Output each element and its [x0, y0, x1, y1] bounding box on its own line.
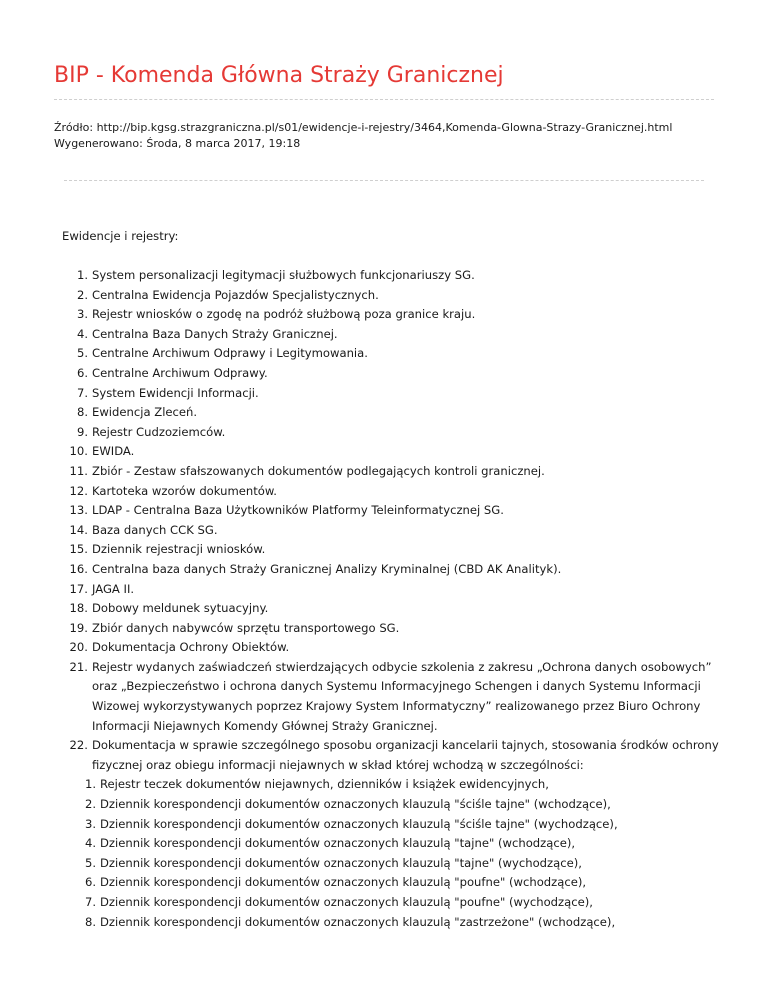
- source-line: Źródło: http://bip.kgsg.strazgraniczna.pl/s01/ewidencje-i-rejestry/3464,Komenda-Glowna-Strazy-Granicznej.html: [54, 121, 673, 134]
- list-item: [62, 658, 722, 736]
- list-item: [62, 442, 722, 462]
- list-item-number: 22.: [69, 738, 88, 753]
- sub-list-item-number: 6.: [84, 875, 96, 890]
- list-item: [62, 305, 722, 325]
- list-item: [62, 580, 722, 600]
- sub-list-item-number: 1.: [84, 777, 96, 792]
- list-item-text: Rejestr Cudzoziemców.: [92, 424, 226, 439]
- list-item-text: Dokumentacja Ochrony Obiektów.: [92, 640, 290, 655]
- sub-list-item: [82, 893, 722, 913]
- sub-list-item-number: 3.: [84, 816, 96, 831]
- list-item-number: 8.: [76, 405, 88, 420]
- main-content: [62, 226, 722, 932]
- registry-list: [62, 266, 722, 932]
- sub-list-item-text: Rejestr teczek dokumentów niejawnych, dzienników i książek ewidencyjnych,: [100, 777, 549, 792]
- list-item-text: Baza danych CCK SG.: [92, 522, 218, 537]
- list-item-number: 16.: [69, 561, 88, 576]
- sub-list-item-text: Dziennik korespondencji dokumentów oznaczonych klauzulą "tajne" (wychodzące),: [100, 855, 582, 870]
- sub-list-item-text: Dziennik korespondencji dokumentów oznaczonych klauzulą "poufne" (wchodzące),: [100, 875, 587, 890]
- list-item-text: Centralne Archiwum Odprawy.: [92, 365, 268, 380]
- generated-line: Wygenerowano: Środa, 8 marca 2017, 19:18: [54, 137, 301, 150]
- sub-list-item: [82, 873, 722, 893]
- list-item-text: Centralna baza danych Straży Granicznej Analizy Kryminalnej (CBD AK Analityk).: [92, 561, 562, 576]
- list-item: [62, 540, 722, 560]
- list-item-number: 6.: [76, 365, 88, 380]
- sub-list-item-number: 7.: [84, 895, 96, 909]
- list-item-number: 13.: [69, 503, 88, 518]
- list-item-text: Zbiór danych nabywców sprzętu transportowego SG.: [92, 620, 400, 635]
- list-item-number: 14.: [69, 522, 88, 537]
- list-item: [62, 423, 722, 443]
- sub-list-item: [82, 815, 722, 835]
- list-item-number: 4.: [76, 326, 88, 341]
- sub-list-item-text: Dziennik korespondencji dokumentów oznaczonych klauzulą "poufne" (wychodzące),: [100, 895, 593, 909]
- list-item-text: Kartoteka wzorów dokumentów.: [92, 483, 277, 498]
- list-item: [62, 736, 722, 932]
- list-item-text: JAGA II.: [92, 581, 135, 596]
- list-item: [62, 266, 722, 286]
- list-item-text: Zbiór - Zestaw sfałszowanych dokumentów podlegających kontroli granicznej.: [92, 463, 545, 478]
- list-item-text: Rejestr wniosków o zgodę na podróż służbową poza granice kraju.: [92, 307, 476, 322]
- list-item: [62, 501, 722, 521]
- list-item-number: 11.: [69, 463, 88, 478]
- sub-list-item: [82, 775, 722, 795]
- list-item: [62, 599, 722, 619]
- list-item-text: Rejestr wydanych zaświadczeń stwierdzających odbycie szkolenia z zakresu „Ochrona danych osobowych” oraz „Bezpieczeństwo i ochrona danych Systemu Informacyjnego Schengen i danych Systemu Informacji Wizowej wykorzystywanych poprzez Krajowy System Informatyczny” realizowanego przez Biuro Ochrony Informacji Niejawnych Komendy Głównej Straży Granicznej.: [92, 659, 712, 733]
- list-item: [62, 403, 722, 423]
- list-item-text: LDAP - Centralna Baza Użytkowników Platformy Teleinformatycznej SG.: [92, 503, 504, 518]
- sub-list-item-text: Dziennik korespondencji dokumentów oznaczonych klauzulą "ściśle tajne" (wchodzące),: [100, 797, 611, 812]
- list-item-number: 7.: [76, 385, 88, 400]
- list-item-number: 21.: [69, 659, 88, 674]
- list-item-number: 9.: [76, 424, 88, 439]
- list-item: [62, 521, 722, 541]
- list-item-text: Centralne Archiwum Odprawy i Legitymowania.: [92, 346, 368, 361]
- sub-list-item: [82, 913, 722, 933]
- list-item: [62, 364, 722, 384]
- list-item-number: 19.: [69, 620, 88, 635]
- list-item-text: Dziennik rejestracji wniosków.: [92, 542, 266, 557]
- sub-list-item: [82, 854, 722, 874]
- list-item: [62, 344, 722, 364]
- list-item-number: 2.: [76, 287, 88, 302]
- list-item-number: 5.: [76, 346, 88, 361]
- list-item-text: Dokumentacja w sprawie szczególnego sposobu organizacji kancelarii tajnych, stosowania środków ochrony fizycznej oraz obiegu informacji niejawnych w skład której wchodzą w szczególności:: [92, 738, 719, 772]
- section-intro: Ewidencje i rejestry:: [62, 229, 179, 243]
- list-item-text: Centralna Baza Danych Straży Granicznej.: [92, 326, 338, 341]
- sub-list-item: [82, 834, 722, 854]
- list-item-number: 12.: [69, 483, 88, 498]
- list-item: [62, 638, 722, 658]
- list-item-number: 10.: [69, 444, 88, 459]
- title-divider: [54, 99, 714, 100]
- list-item-text: System personalizacji legitymacji służbowych funkcjonariuszy SG.: [92, 268, 475, 282]
- list-item-text: Dobowy meldunek sytuacyjny.: [92, 601, 269, 616]
- sub-list-item-number: 2.: [84, 797, 96, 812]
- list-item-number: 18.: [69, 601, 88, 616]
- list-item-number: 1.: [76, 268, 88, 282]
- sub-list-item: [82, 795, 722, 815]
- sub-list-item-text: Dziennik korespondencji dokumentów oznaczonych klauzulą "tajne" (wchodzące),: [100, 836, 576, 851]
- sub-list-item-number: 5.: [84, 855, 96, 870]
- meta-divider: [64, 180, 704, 181]
- list-item: [62, 482, 722, 502]
- sub-list-item-text: Dziennik korespondencji dokumentów oznaczonych klauzulą "ściśle tajne" (wychodzące),: [100, 816, 618, 831]
- list-item-text: Ewidencja Zleceń.: [92, 405, 198, 420]
- list-item-number: 20.: [69, 640, 88, 655]
- list-item: [62, 560, 722, 580]
- list-item: [62, 286, 722, 306]
- list-item-number: 15.: [69, 542, 88, 557]
- list-item-text: EWIDA.: [92, 444, 135, 459]
- list-item-number: 3.: [76, 307, 88, 322]
- sub-list-item-number: 4.: [84, 836, 96, 851]
- sub-list: [82, 775, 722, 932]
- list-item: [62, 619, 722, 639]
- document-meta: [54, 120, 672, 152]
- list-item-text: System Ewidencji Informacji.: [92, 385, 259, 400]
- sub-list-item-text: Dziennik korespondencji dokumentów oznaczonych klauzulą "zastrzeżone" (wchodzące),: [100, 914, 616, 929]
- sub-list-item-number: 8.: [84, 914, 96, 929]
- list-item: [62, 325, 722, 345]
- list-item-text: Centralna Ewidencja Pojazdów Specjalistycznych.: [92, 287, 379, 302]
- list-item: [62, 384, 722, 404]
- list-item-number: 17.: [69, 581, 88, 596]
- page-title: BIP - Komenda Główna Straży Granicznej: [54, 63, 504, 88]
- list-item: [62, 462, 722, 482]
